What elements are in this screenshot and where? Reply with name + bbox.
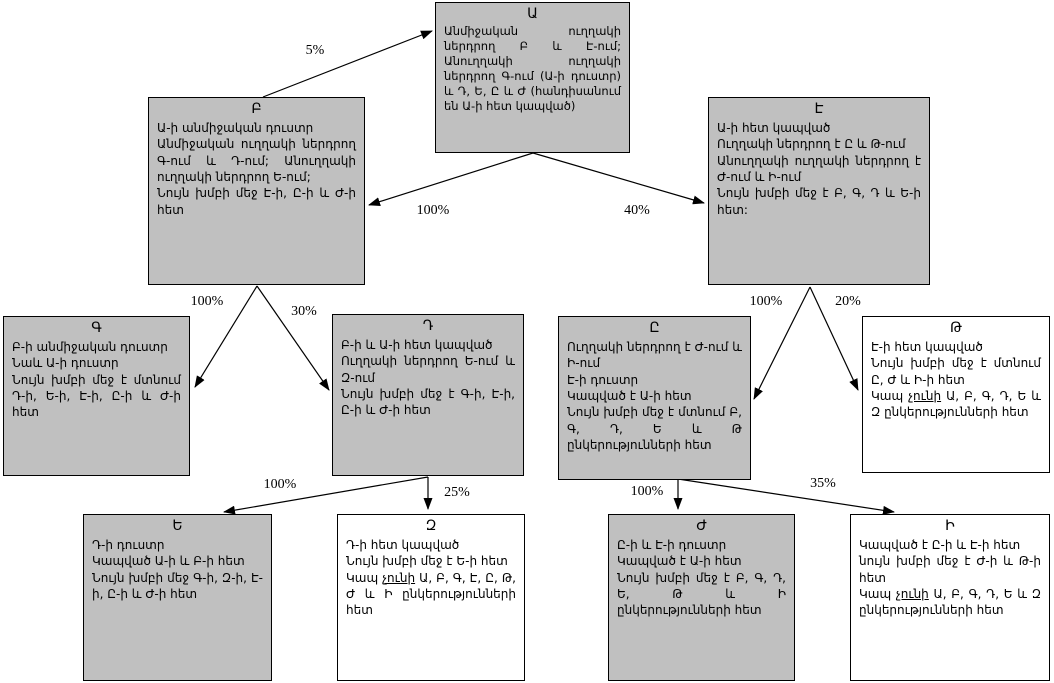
- node-z-text: Դ-ի հետ կապված: [346, 538, 460, 553]
- node-zh: [608, 514, 795, 681]
- node-e-text: Նույն խմբի մեջ Գ-ի, Զ-ի, Է-ի, Ը-ի և Ժ-ի հետ: [92, 570, 263, 601]
- node-z: [337, 514, 525, 681]
- node-b: [148, 97, 365, 285]
- node-d-text: Նույն խմբի մեջ է Գ-ի, Է-ի, Ը-ի և Ժ-ի հետ: [341, 386, 515, 418]
- node-b-title: Բ: [251, 101, 262, 117]
- node-e7-text: Ուղղակի ներդրող է Ը և Թ-ում: [717, 137, 906, 152]
- node-e7-title: Է: [814, 101, 824, 117]
- edge-label-a-e7: 40%: [624, 203, 650, 218]
- arrow-a-to-b: [369, 153, 533, 205]
- arrow-d-to-e: [224, 477, 428, 512]
- edge-label-e7-y: 100%: [749, 294, 783, 309]
- node-e7-text: Ա-ի հետ կապված: [717, 121, 831, 136]
- arrow-b-to-a: [263, 31, 432, 97]
- node-b-text: Ա-ի անմիջական դուստր: [157, 121, 314, 136]
- node-y-title: Ը: [649, 320, 660, 336]
- node-y: [558, 316, 751, 480]
- node-e-text: Կապված Ա-ի և Բ-ի հետ: [92, 554, 245, 569]
- edge-label-d-z: 25%: [444, 485, 470, 500]
- node-t: [862, 316, 1050, 473]
- edge-label-a-b: 100%: [416, 203, 450, 218]
- node-e7: [708, 97, 930, 285]
- node-a-title: Ա: [527, 6, 538, 22]
- node-y-text: Նույն խմբի մեջ է մտնում Բ, Գ, Դ, Ե և Թ ընկերությունների հետ: [567, 405, 742, 452]
- node-d-title: Դ: [422, 318, 434, 334]
- node-g-text: Բ-ի անմիջական դուստր: [12, 340, 168, 355]
- edge-label-e7-t: 20%: [835, 294, 861, 309]
- edge-label-y-i: 35%: [810, 476, 836, 491]
- node-e7-text: Անուղղակի ուղղակի ներդրող է Ժ-ում և Ի-ում: [717, 153, 921, 184]
- node-i: [850, 514, 1050, 681]
- node-d-text: Բ-ի և Ա-ի հետ կապված: [341, 338, 493, 353]
- node-g: [3, 316, 190, 476]
- underlined-word: չունի: [908, 388, 942, 403]
- node-a-text: Անմիջական ուղղակի ներդրող Բ և Է-ում; Անուղղակի ուղղակի ներդրող Գ-ում (Ա-ի դուստր) և Դ, Ե, Ը և Ժ (հանդիսանում են Ա-ի հետ կապված): [444, 24, 621, 113]
- node-i-text: նույն խմբի մեջ է Ժ-ի և Թ-ի հետ: [859, 554, 1041, 585]
- node-b-text: Նույն խմբի մեջ Է-ի, Ը-ի և Ժ-ի հետ: [157, 186, 356, 217]
- node-d: [332, 314, 524, 476]
- node-zh-text: Ը-ի և Է-ի դուստր: [617, 538, 727, 553]
- node-y-text: Կապված է Ա-ի հետ: [567, 388, 692, 403]
- node-i-text: Կապված է Ը-ի և Է-ի հետ: [859, 538, 1021, 553]
- node-d-text: Ուղղակի ներդրող Ե-ում և Զ-ում: [341, 354, 515, 385]
- edge-label-b-g: 100%: [190, 294, 224, 309]
- underlined-word: չունի: [382, 570, 416, 585]
- arrow-y-to-i: [678, 479, 894, 512]
- node-y-text: Ուղղակի ներդրող է Ժ-ում և Ի-ում: [567, 340, 742, 371]
- node-y-text: Է-ի դուստր: [567, 372, 639, 387]
- node-g-text: Նույն խմբի մեջ է մտնում Դ-ի, Ե-ի, Է-ի, Ը-ի և Ժ-ի հետ: [12, 372, 181, 420]
- node-i-text: Կապ չունի Ա, Բ, Գ, Դ, Ե և Զ ընկերությունների հետ: [859, 586, 1041, 618]
- underlined-word: չունի: [895, 586, 929, 601]
- node-e: [83, 514, 272, 681]
- node-z-text: Նույն խմբի մեջ է Ե-ի հետ: [346, 554, 508, 569]
- arrow-a-to-e7: [533, 153, 704, 203]
- node-e-text: Դ-ի դուստր: [92, 538, 165, 553]
- node-t-text: Նույն խմբի մեջ է մտնում Ը, Ժ և Ի-ի հետ: [871, 356, 1041, 387]
- node-e-title: Ե: [172, 518, 183, 534]
- node-t-title: Թ: [949, 320, 963, 336]
- node-z-title: Զ: [425, 518, 437, 534]
- arrow-b-to-d: [257, 286, 329, 390]
- node-b-text: Անմիջական ուղղակի ներդրող Գ-ում և Դ-ում; Անուղղակի ուղղակի ներդրող Ե-ում;: [157, 137, 356, 184]
- node-z-text: Կապ չունի Ա, Բ, Գ, Է, Ը, Թ, Ժ և Ի ընկերությունների հետ: [346, 570, 516, 618]
- node-zh-text: Նույն խմբի մեջ է Բ, Գ, Դ, Ե, Թ և Ի ընկերությունների հետ: [617, 570, 786, 618]
- node-a: [435, 2, 630, 153]
- node-g-text: Նաև Ա-ի դուստր: [12, 356, 119, 371]
- edge-label-b-d: 30%: [291, 304, 317, 319]
- node-i-title: Ի: [945, 518, 955, 534]
- edge-label-b-a: 5%: [305, 43, 325, 58]
- node-t-text: Է-ի հետ կապված: [871, 340, 983, 355]
- edge-label-y-zh: 100%: [630, 484, 664, 499]
- node-g-title: Գ: [91, 320, 102, 336]
- node-t-text: Կապ չունի Ա, Բ, Գ, Դ, Ե և Զ ընկերությունների հետ: [871, 388, 1041, 420]
- node-zh-text: Կապված է Ա-ի հետ: [617, 554, 742, 569]
- edge-label-d-e: 100%: [263, 477, 297, 492]
- node-zh-title: Ժ: [696, 518, 707, 534]
- node-e7-text: Նույն խմբի մեջ է Բ, Գ, Դ և Ե-ի հետ:: [717, 186, 921, 217]
